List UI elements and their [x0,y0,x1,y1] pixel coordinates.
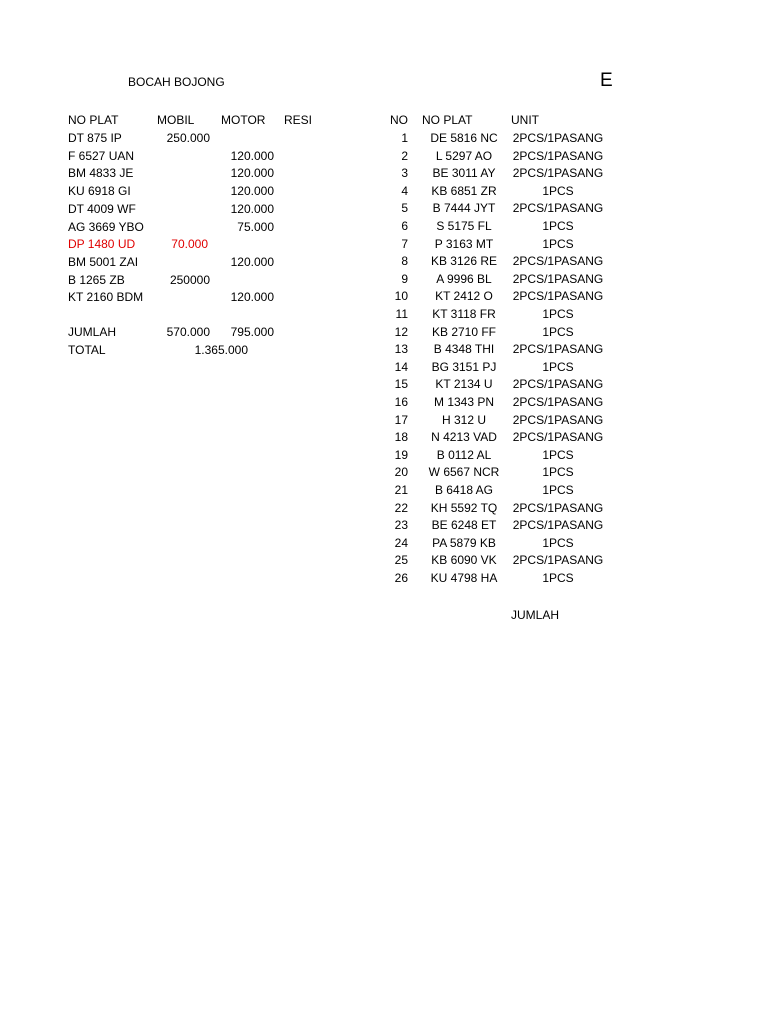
right-row-no: 19 [394,448,408,462]
right-row-no: 13 [394,342,408,356]
right-row-no: 1 [401,131,408,145]
right-row-plate: BG 3151 PJ [431,360,497,374]
jumlah-mobil: 570.000 [166,325,210,339]
right-row-unit: 1PCS [542,325,574,339]
right-row-plate: A 9996 BL [436,272,492,286]
left-row-motor: 120.000 [230,290,274,304]
column-letter: E [600,70,613,91]
right-row-no: 7 [401,237,408,251]
left-row-plate: BM 5001 ZAI [68,255,139,269]
sheet-title: BOCAH BOJONG [128,75,225,89]
right-row-unit: 2PCS/1PASANG [512,166,604,180]
right-row-unit: 2PCS/1PASANG [512,518,604,532]
right-row-no: 12 [394,325,408,339]
left-header-plate: NO PLAT [68,113,119,127]
right-row-plate: KU 4798 HA [430,571,498,585]
right-row-no: 2 [401,149,408,163]
left-header-motor: MOTOR [221,113,266,127]
jumlah-motor: 795.000 [230,325,274,339]
right-row-no: 20 [394,465,408,479]
left-row-plate: DT 4009 WF [68,202,136,216]
right-row-plate: B 0112 AL [436,448,492,462]
left-row-motor: 120.000 [230,184,274,198]
right-row-plate: PA 5879 KB [432,536,496,550]
right-row-plate: KB 2710 FF [431,325,497,339]
right-row-unit: 2PCS/1PASANG [512,272,604,286]
right-row-unit: 2PCS/1PASANG [512,131,604,145]
right-row-no: 14 [394,360,408,374]
right-row-unit: 1PCS [542,237,574,251]
right-row-no: 22 [394,501,408,515]
right-jumlah-label: JUMLAH [511,608,560,622]
right-row-plate: KB 6851 ZR [431,184,497,198]
right-row-unit: 2PCS/1PASANG [512,201,604,215]
right-row-plate: KT 3118 FR [432,307,496,321]
right-row-no: 24 [394,536,408,550]
right-row-unit: 1PCS [542,571,574,585]
right-row-unit: 2PCS/1PASANG [512,553,604,567]
right-row-unit: 2PCS/1PASANG [512,289,604,303]
right-row-unit: 1PCS [542,184,574,198]
left-row-motor: 120.000 [230,255,274,269]
right-row-unit: 2PCS/1PASANG [512,413,604,427]
right-row-no: 25 [394,553,408,567]
total-value: 1.365.000 [194,343,248,357]
jumlah-label: JUMLAH [68,325,117,339]
left-row-motor: 75.000 [237,220,274,234]
right-row-unit: 2PCS/1PASANG [512,149,604,163]
right-row-unit: 2PCS/1PASANG [512,342,604,356]
right-header-plate: NO PLAT [422,113,473,127]
right-row-unit: 2PCS/1PASANG [512,377,604,391]
right-row-no: 6 [401,219,408,233]
right-row-plate: S 5175 FL [436,219,492,233]
total-label: TOTAL [68,343,106,357]
right-row-no: 21 [394,483,408,497]
left-row-plate: KU 6918 GI [68,184,131,198]
right-row-unit: 1PCS [542,360,574,374]
left-row-motor: 120.000 [230,202,274,216]
right-row-unit: 1PCS [542,307,574,321]
right-row-no: 23 [394,518,408,532]
left-row-plate: DT 875 IP [68,131,122,145]
right-row-plate: KT 2412 O [435,289,493,303]
right-row-unit: 1PCS [542,483,574,497]
left-row-plate: F 6527 UAN [68,149,135,163]
left-row-mobil: 250000 [169,273,210,287]
left-row-plate: KT 2160 BDM [68,290,144,304]
right-row-plate: N 4213 VAD [431,430,497,444]
right-row-no: 26 [394,571,408,585]
right-row-plate: L 5297 AO [435,149,493,163]
left-header-mobil: MOBIL [157,113,195,127]
left-header-resi: RESI [284,113,313,127]
right-row-plate: B 7444 JYT [432,201,496,215]
left-row-mobil: 250.000 [166,131,210,145]
right-row-unit: 1PCS [542,536,574,550]
right-row-unit: 1PCS [542,448,574,462]
right-row-unit: 2PCS/1PASANG [512,430,604,444]
right-row-no: 15 [394,377,408,391]
right-row-no: 8 [401,254,408,268]
right-row-plate: KT 2134 U [435,377,493,391]
left-row-plate: BM 4833 JE [68,166,134,180]
right-row-no: 5 [401,201,408,215]
right-row-plate: M 1343 PN [433,395,495,409]
right-header-no: NO [390,113,408,127]
right-row-no: 10 [394,289,408,303]
right-row-plate: W 6567 NCR [428,465,500,479]
left-row-plate: AG 3669 YBO [68,220,144,234]
right-row-plate: KB 6090 VK [431,553,497,567]
right-row-unit: 2PCS/1PASANG [512,254,604,268]
right-row-plate: KB 3126 RE [430,254,498,268]
left-row-motor: 120.000 [230,149,274,163]
right-row-plate: KH 5592 TQ [430,501,498,515]
right-row-no: 18 [394,430,408,444]
right-row-plate: B 6418 AG [434,483,494,497]
right-row-no: 4 [401,184,408,198]
right-row-unit: 1PCS [542,219,574,233]
left-row-mobil: 70.000 [171,237,208,251]
right-header-unit: UNIT [511,113,539,127]
left-row-plate: DP 1480 UD [68,237,136,251]
right-row-plate: B 4348 THI [433,342,495,356]
right-row-unit: 1PCS [542,465,574,479]
right-row-no: 16 [394,395,408,409]
right-row-no: 11 [395,307,408,321]
right-row-plate: BE 3011 AY [432,166,496,180]
right-row-plate: H 312 U [441,413,487,427]
left-row-motor: 120.000 [230,166,274,180]
right-row-no: 3 [401,166,408,180]
right-row-plate: P 3163 MT [434,237,494,251]
right-row-plate: DE 5816 NC [430,131,498,145]
right-row-no: 17 [394,413,408,427]
right-row-no: 9 [401,272,408,286]
right-row-plate: BE 6248 ET [431,518,497,532]
right-row-unit: 2PCS/1PASANG [512,501,604,515]
left-row-plate: B 1265 ZB [68,273,125,287]
right-row-unit: 2PCS/1PASANG [512,395,604,409]
